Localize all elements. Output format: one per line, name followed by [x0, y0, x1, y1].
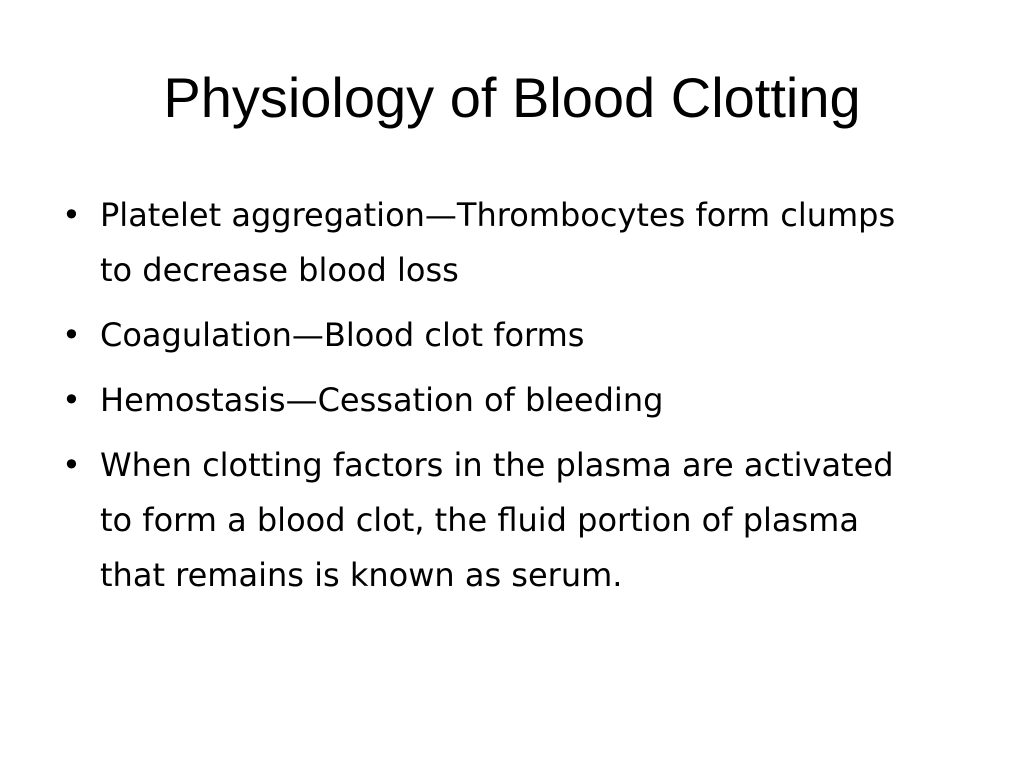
bullet-text: Hemostasis—Cessation of bleeding: [100, 381, 664, 419]
bullet-item-hemostasis: [58, 373, 918, 428]
bullet-text: When clotting factors in the plasma are activated to form a blood clot, the fluid portion of plasma that remains is known as serum.: [100, 446, 894, 594]
bullet-icon: •: [62, 316, 81, 354]
bullet-icon: •: [62, 196, 81, 234]
bullet-icon: •: [62, 381, 81, 419]
bullet-text: Platelet aggregation—Thrombocytes form clumps to decrease blood loss: [100, 196, 896, 289]
slide-title: Physiology of Blood Clotting: [163, 66, 861, 129]
bullet-item-platelet-aggregation: [58, 188, 918, 298]
bullet-icon: •: [62, 446, 81, 484]
bullet-list: [58, 188, 918, 613]
bullet-item-serum: [58, 438, 918, 603]
bullet-text: Coagulation—Blood clot forms: [100, 316, 585, 354]
bullet-item-coagulation: [58, 308, 918, 363]
